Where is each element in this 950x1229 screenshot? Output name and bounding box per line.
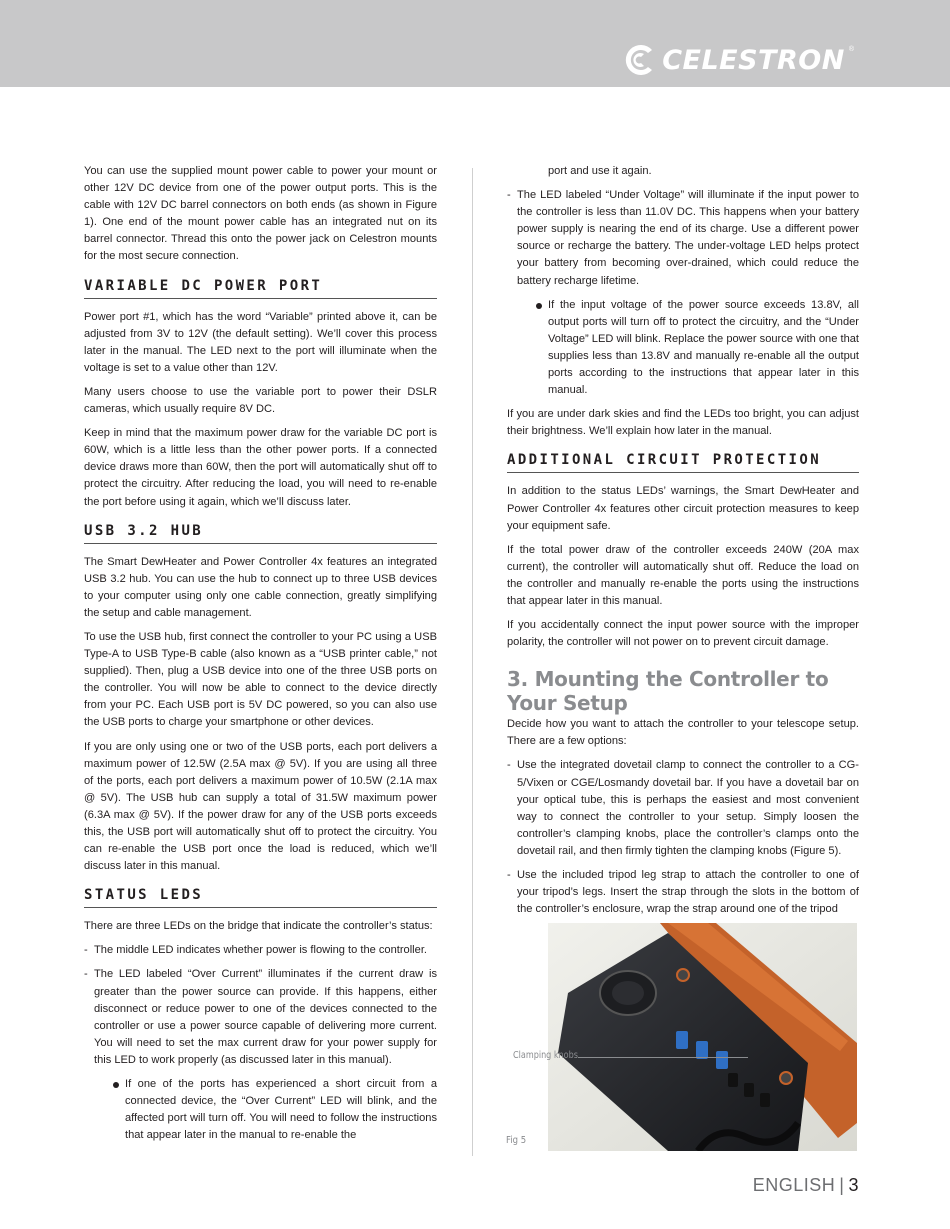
protection-paragraph-2: If the total power draw of the controller exceeds 240W (20A max current), the controller will automatically shut off. Reduce the load on the controller and manually re-enable the ports using the instructions that appear later in this manual. [507,543,859,607]
left-column [84,163,437,1151]
mounting-paragraph: Decide how you want to attach the controller to your telescope setup. There are a few options: [507,718,859,748]
list-item: - Use the included tripod leg strap to attach the controller to one of your tripod’s legs. Insert the strap through the slots in the bottom of the controller’s enclosure, wrap the strap around one of the tripod [507,867,859,918]
list-item: - The middle LED indicates whether power is flowing to the controller. [84,942,437,959]
usb-hub-heading: USB 3.2 HUB [84,523,437,544]
continued-text: port and use it again. [548,165,652,177]
variable-paragraph-2: Many users choose to use the variable port to power their DSLR cameras, which usually require 8V DC. [84,385,437,416]
logo-text: CELESTRON [662,44,845,76]
usb-paragraph-1: The Smart DewHeater and Power Controller 4x features an integrated USB 3.2 hub. You can use the hub to connect up to three USB devices to your computer using only one cable connection, greatly simplifying the setup and cable management. [84,555,437,619]
usb-port [716,1051,728,1069]
variable-paragraph-1: Power port #1, which has the word “Variable” printed above it, can be adjusted from 3V to 12V (the default setting). We’ll cover this process later in the manual. The LED next to the port will illuminate when the voltage is set to a value other than 12V. [84,310,437,374]
list-item: - The LED labeled “Over Current” illuminates if the current draw is greater than the power source can provide. If this happens, either disconnect or reduce power to one of the devices connected to the controller or use a power source capable of delivering more current. You will need to set the max current draw for your power supply for this LED to work properly (as discussed later in this manual). [84,966,437,1069]
header-band [0,0,950,87]
mounting-heading: 3. Mounting the Controller to Your Setup [507,667,829,716]
circuit-protection-heading: ADDITIONAL CIRCUIT PROTECTION [507,452,859,473]
column-divider [472,168,473,1156]
intro-paragraph: You can use the supplied mount power cable to power your mount or other 12V DC device from one of the power output ports. This is the cable with 12V DC barrel connectors on both ends (as shown in Figure 1). One end of the mount power cable has an integrated nut on its barrel connector. Thread this onto the power jack on Celestron mounts for the most secure connection. [84,165,437,263]
list-item: - Use the integrated dovetail clamp to connect the controller to a CG-5/Vixen or CGE/Losmandy dovetail bar. If you have a dovetail bar on your optical tube, this is perhaps the easiest and most convenient way to connect the controller to your setup. Simply loosen the controller’s clamping knobs, place the controller’s clamps onto the dovetail rail, and then firmly tighten the clamping knobs (Figure 5). [507,757,859,860]
figure-caption: Fig 5 [506,1135,527,1146]
variable-dc-heading: VARIABLE DC POWER PORT [84,278,437,299]
page-footer [753,1175,859,1196]
bullet-item: If one of the ports has experienced a short circuit from a connected device, the “Over Current” LED will blink, and the affected port will turn off. You will need to follow the instructions that appear later in the manual to re-enable the [125,1076,437,1144]
usb-paragraph-3: If you are only using one or two of the USB ports, each port delivers a maximum power of 12.5W (2.5A max @ 5V). If you are using all three of the ports, each port delivers a maximum power of 10.5W (2.1A max @ 5V). The USB hub can supply a total of 31.5W maximum power (6.3A max @ 5V). If the power draw for any of the USB ports exceeds this, the USB port will automatically shut off to protect the circuitry. You can re-enable the USB port once the load is reduced, which we’ll discuss later in this manual. [84,740,437,873]
variable-paragraph-3: Keep in mind that the maximum power draw for the variable DC port is 60W, which is a little less than the other power ports. If a connected device draws more than 60W, then the port will automatically shut off to protect the circuitry. After reducing the load, you will need to re-enable the port before using it again, which we’ll discuss later. [84,427,437,508]
celestron-logo [622,40,854,80]
footer-separator: | [839,1175,845,1195]
figure-5-photo [548,923,857,1151]
list-item: - The LED labeled “Under Voltage” will illuminate if the input power to the controller is less than 11.0V DC. This happens when your battery power supply is nearing the end of its charge. Use a different power source or recharge the battery. The under-voltage LED helps protect your battery from becoming over-drained, which could reduce the battery recharge lifetime. [507,187,859,290]
clamping-knobs-callout: Clamping knobs [513,1050,578,1061]
usb-paragraph-2: To use the USB hub, first connect the controller to your PC using a USB Type-A to USB Type-B cable (also known as a “USB printer cable,” not supplied). Then, plug a USB device into one of the three USB ports on the controller. You will now be able to connect to the device directly from your PC. Each USB port is 5V DC powered, so you can also use the USB ports to charge your smartphone or other devices. [84,630,437,729]
status-leds-heading: STATUS LEDS [84,887,437,908]
protection-paragraph-1: In addition to the status LEDs’ warnings, the Smart DewHeater and Power Controller 4x features other circuit protection measures to keep your equipment safe. [507,485,859,532]
bullet-item: If the input voltage of the power source exceeds 13.8V, all output ports will turn off to protect the circuitry, and the “Under Voltage” LED will blink. Replace the power source with one that supplies less than 13.8V and manually re-enable all the output ports according to the instructions that appear later in this manual. [548,297,859,400]
right-column [507,163,859,925]
language-label: ENGLISH [752,1175,836,1195]
status-paragraph: There are three LEDs on the bridge that indicate the controller’s status: [84,920,433,933]
dark-skies-paragraph: If you are under dark skies and find the LEDs too bright, you can adjust their brightness. We’ll explain how later in the manual. [507,408,859,438]
controller-illustration [548,923,857,1151]
protection-paragraph-3: If you accidentally connect the input power source with the improper polarity, the controller will not power on to prevent circuit damage. [507,619,859,649]
logo-trademark: ® [848,46,854,53]
callout-line [578,1057,748,1058]
usb-port [676,1031,688,1049]
page-number: 3 [848,1175,859,1195]
celestron-swoosh-icon [622,42,658,78]
